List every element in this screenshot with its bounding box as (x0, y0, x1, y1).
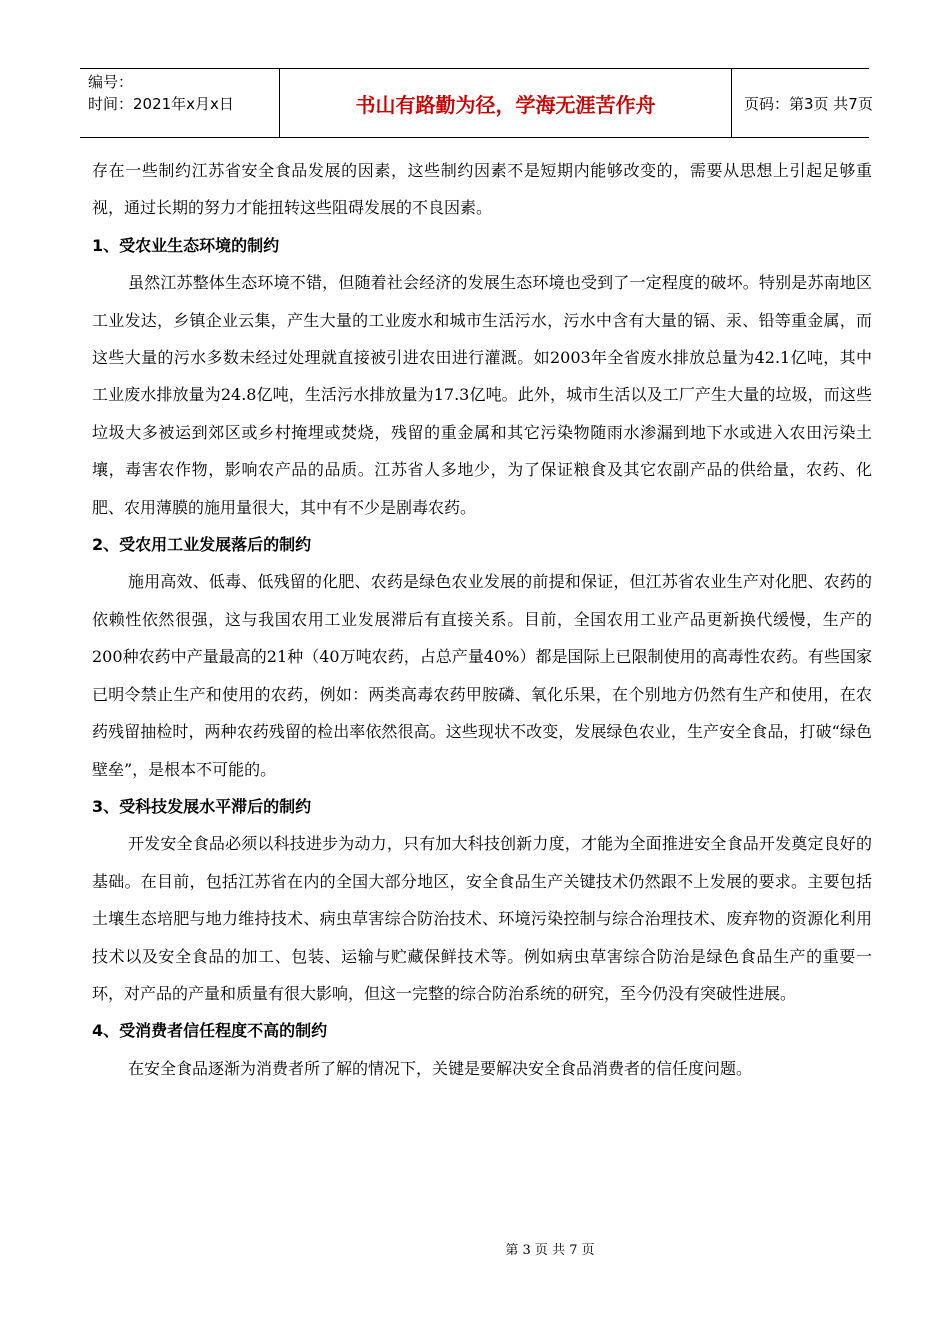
page-header (80, 68, 873, 138)
intro-paragraph: 存在一些制约江苏省安全食品发展的因素，这些制约因素不是短期内能够改变的，需要从思想上引起足够重视，通过长期的努力才能扭转这些阻碍发展的不良因素。 (92, 161, 872, 218)
section-body-4: 在安全食品逐渐为消费者所了解的情况下，关键是要解决安全食品消费者的信任度问题。 (128, 1058, 753, 1078)
header-meta-cell (80, 69, 280, 137)
section-body-1: 虽然江苏整体生态环境不错，但随着社会经济的发展生态环境也受到了一定程度的破坏。特别是苏南地区工业发达，乡镇企业云集，产生大量的工业废水和城市生活污水，污水中含有大量的镉、汞、铅等重金属，而这些大量的污水多数未经过处理就直接被引进农田进行灌溉。如2003年全省废水排放总量为42.1亿吨，其中工业废水排放量为24.8亿吨，生活污水排放量为17.3亿吨。此外，城市生活以及工厂产生大量的垃圾，而这些垃圾大多被运到郊区或乡村掩埋或焚烧，残留的重金属和其它污染物随雨水渗漏到地下水或进入农田污染土壤，毒害农作物，影响农产品的品质。江苏省人多地少，为了保证粮食及其它农副产品的供给量，农药、化肥、农用薄膜的施用量很大，其中有不少是剧毒农药。 (92, 273, 872, 517)
section-heading-3: 3、受科技发展水平滞后的制约 (92, 796, 312, 816)
number-label: 编号： (88, 73, 134, 91)
document-body (92, 152, 872, 1087)
header-page-cell (732, 69, 873, 137)
date-label: 时间：2021年x月x日 (88, 95, 234, 113)
section-heading-4: 4、受消费者信任程度不高的制约 (92, 1021, 328, 1041)
header-motto-cell (280, 69, 732, 137)
section-body-3: 开发安全食品必须以科技进步为动力，只有加大科技创新力度，才能为全面推进安全食品开发奠定良好的基础。在目前，包括江苏省在内的全国大部分地区，安全食品生产关键技术仍然跟不上发展的要求。主要包括土壤生态培肥与地力维持技术、病虫草害综合防治技术、环境污染控制与综合治理技术、废弃物的资源化利用技术以及安全食品的加工、包装、运输与贮藏保鲜技术等。例如病虫草害综合防治是绿色食品生产的重要一环，对产品的产量和质量有很大影响，但这一完整的综合防治系统的研究，至今仍没有突破性进展。 (92, 834, 872, 1003)
motto: 书山有路勤为径，学海无涯苦作舟 (355, 93, 656, 117)
page-footer: 第 3 页 共 7 页 (505, 1243, 595, 1258)
section-heading-1: 1、受农业生态环境的制约 (92, 235, 280, 255)
section-heading-2: 2、受农用工业发展落后的制约 (92, 535, 312, 555)
section-body-2: 施用高效、低毒、低残留的化肥、农药是绿色农业发展的前提和保证，但江苏省农业生产对化肥、农药的依赖性依然很强，这与我国农用工业发展滞后有直接关系。目前，全国农用工业产品更新换代缓慢，生产的200种农药中产量最高的21种（40万吨农药，占总产量40%）都是国际上已限制使用的高毒性农药。有些国家已明令禁止生产和使用的农药，例如：两类高毒农药甲胺磷、氧化乐果，在个别地方仍然有生产和使用，在农药残留抽检时，两种农药残留的检出率依然很高。这些现状不改变，发展绿色农业，生产安全食品，打破“绿色壁垒”，是根本不可能的。 (92, 572, 872, 779)
page-info: 页码：第3页 共7页 (744, 95, 873, 113)
